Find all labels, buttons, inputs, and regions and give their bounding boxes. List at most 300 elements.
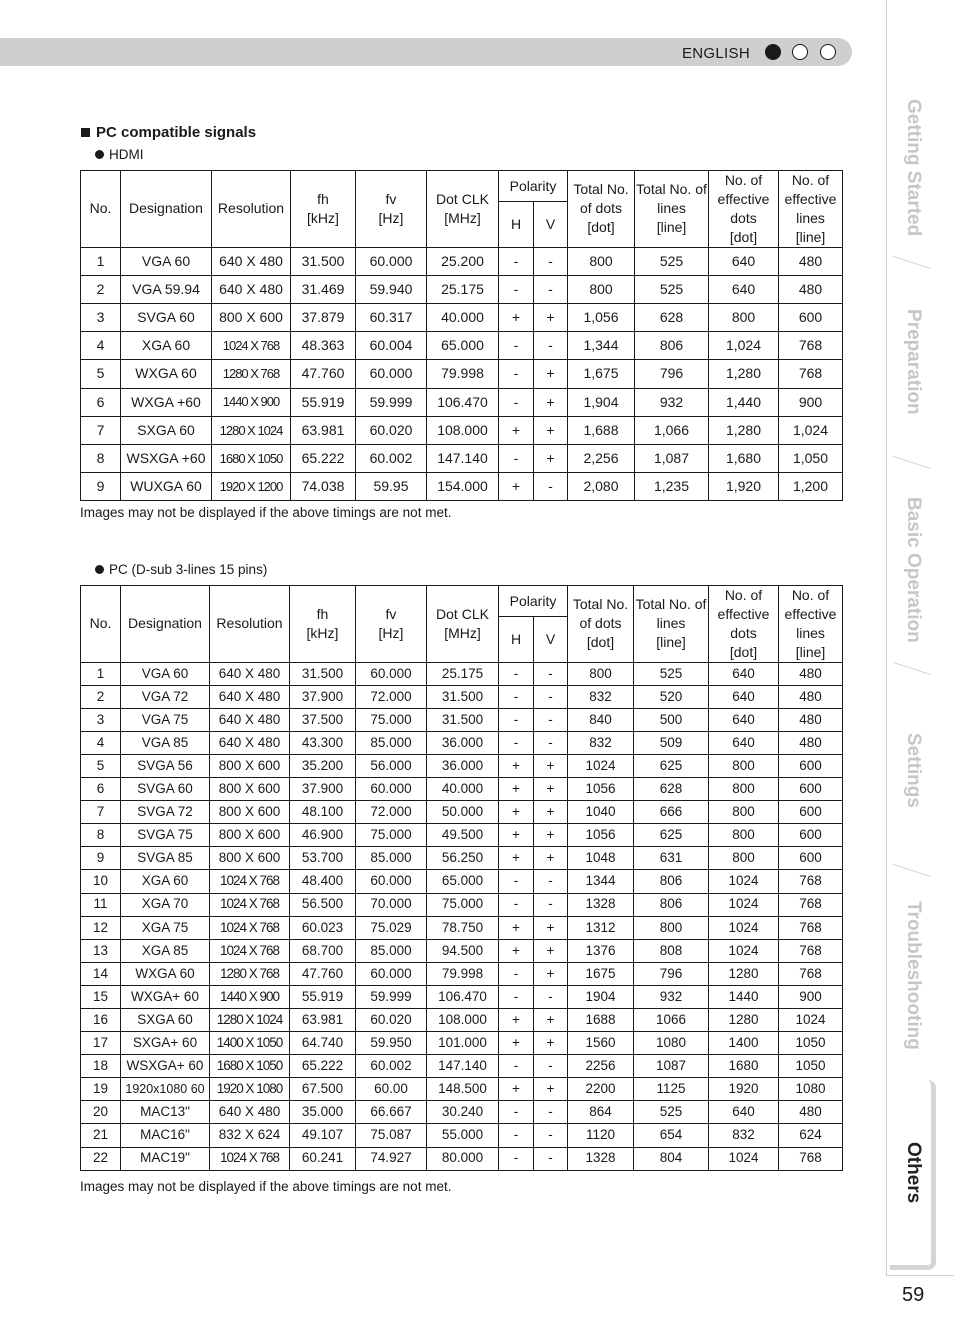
table-cell: 59.95 <box>356 473 427 501</box>
table-cell: 11 <box>81 893 121 916</box>
table-cell: 49.500 <box>427 824 499 847</box>
table-cell: 800 <box>568 662 634 685</box>
table-cell: 900 <box>779 985 843 1008</box>
table-row <box>81 1055 843 1078</box>
table-row <box>81 916 843 939</box>
table-cell: 13 <box>81 939 121 962</box>
table-cell: 1024 <box>709 939 779 962</box>
table-cell: 1,280 <box>709 360 779 388</box>
table-cell: + <box>534 1032 568 1055</box>
table-cell: 1 <box>81 662 121 685</box>
table-cell: 101.000 <box>427 1032 499 1055</box>
table-cell: 74.038 <box>291 473 356 501</box>
table-cell: 59.940 <box>356 275 427 303</box>
table-cell: 75.000 <box>356 824 427 847</box>
table-cell: 1680 X 1050 <box>212 444 291 472</box>
table-cell: 932 <box>634 985 709 1008</box>
table-cell: 800 X 600 <box>210 801 290 824</box>
table-cell: 37.900 <box>290 778 356 801</box>
table-cell: 14 <box>81 962 121 985</box>
table-row <box>81 247 843 275</box>
table-cell: + <box>534 916 568 939</box>
table-cell: 800 <box>568 247 635 275</box>
table-cell: 46.900 <box>290 824 356 847</box>
table-cell: MAC13" <box>121 1101 210 1124</box>
language-indicator-empty-icon <box>820 44 836 60</box>
table-cell: 768 <box>779 360 843 388</box>
table-cell: + <box>534 1008 568 1031</box>
table-cell: 800 X 600 <box>210 847 290 870</box>
table-cell: 1312 <box>568 916 634 939</box>
table-cell: VGA 85 <box>121 731 210 754</box>
table-cell: 30.240 <box>427 1101 499 1124</box>
table-cell: 1,688 <box>568 416 635 444</box>
table-cell: 31.469 <box>291 275 356 303</box>
table-cell: 60.004 <box>356 332 427 360</box>
table-cell: + <box>534 754 568 777</box>
table-cell: 108.000 <box>427 1008 499 1031</box>
table-cell: 1080 <box>779 1078 843 1101</box>
table-cell: SVGA 72 <box>121 801 210 824</box>
table-cell: 2,256 <box>568 444 635 472</box>
table-cell: 1920x1080 60 <box>121 1078 210 1101</box>
col-total-dots: Total No. of dots [dot] <box>568 586 634 663</box>
table-cell: 55.919 <box>290 985 356 1008</box>
table-cell: 628 <box>635 303 709 331</box>
table-cell: 16 <box>81 1008 121 1031</box>
table-cell: 60.002 <box>356 444 427 472</box>
table-cell: 35.000 <box>290 1101 356 1124</box>
dsub-subtitle: PC (D-sub 3-lines 15 pins) <box>95 562 267 577</box>
table-row <box>81 847 843 870</box>
table-cell: 800 <box>634 916 709 939</box>
table-cell: 1,024 <box>779 416 843 444</box>
table-cell: 1024 X 768 <box>210 1147 290 1170</box>
table-cell: XGA 70 <box>121 893 210 916</box>
table-cell: 1056 <box>568 824 634 847</box>
table-cell: 85.000 <box>356 939 427 962</box>
table-cell: 768 <box>779 1147 843 1170</box>
table-cell: XGA 85 <box>121 939 210 962</box>
table-cell: 47.760 <box>290 962 356 985</box>
table-row <box>81 444 843 472</box>
table-cell: 22 <box>81 1147 121 1170</box>
col-resolution: Resolution <box>210 586 290 663</box>
table-cell: SVGA 60 <box>121 778 210 801</box>
col-eff-lines: No. of effective lines [line] <box>779 171 843 248</box>
table-cell: 1440 X 900 <box>210 985 290 1008</box>
table-cell: 108.000 <box>427 416 499 444</box>
table-cell: + <box>534 1078 568 1101</box>
table-cell: 1280 X 768 <box>210 962 290 985</box>
table-row <box>81 685 843 708</box>
table-cell: 480 <box>779 685 843 708</box>
table-row <box>81 1147 843 1170</box>
table-cell: 832 <box>568 731 634 754</box>
table-cell: 525 <box>634 662 709 685</box>
bullet-icon <box>95 150 104 159</box>
col-polarity-h: H <box>499 617 534 662</box>
table-cell: 2,080 <box>568 473 635 501</box>
col-eff-lines: No. of effective lines [line] <box>779 586 843 663</box>
table-cell: - <box>499 685 534 708</box>
table-cell: 19 <box>81 1078 121 1101</box>
table-cell: 31.500 <box>427 685 499 708</box>
table-cell: 74.927 <box>356 1147 427 1170</box>
table-cell: 1024 <box>709 893 779 916</box>
table-cell: 1024 <box>568 754 634 777</box>
table-cell: 480 <box>779 662 843 685</box>
table-cell: 624 <box>779 1124 843 1147</box>
table-cell: MAC16" <box>121 1124 210 1147</box>
col-total-lines: Total No. of lines [line] <box>634 586 709 663</box>
table-cell: + <box>534 303 568 331</box>
table-cell: 1920 X 1200 <box>212 473 291 501</box>
table-cell: - <box>534 473 568 501</box>
table-row <box>81 801 843 824</box>
table-cell: 1024 X 768 <box>210 893 290 916</box>
table-cell: 1328 <box>568 1147 634 1170</box>
table-cell: 1050 <box>779 1055 843 1078</box>
col-eff-dots: No. of effective dots [dot] <box>709 586 779 663</box>
table-cell: 1,056 <box>568 303 635 331</box>
table-cell: WXGA+ 60 <box>121 985 210 1008</box>
table-cell: 64.740 <box>290 1032 356 1055</box>
table-cell: 36.000 <box>427 731 499 754</box>
table-cell: + <box>499 303 534 331</box>
table-cell: - <box>534 985 568 1008</box>
table-cell: 480 <box>779 731 843 754</box>
table-cell: - <box>499 444 534 472</box>
table-cell: 8 <box>81 444 121 472</box>
tab-getting-started[interactable]: Getting Started <box>903 98 924 237</box>
table-cell: 60.020 <box>356 416 427 444</box>
table-cell: 79.998 <box>427 962 499 985</box>
table-cell: 37.500 <box>290 708 356 731</box>
table-cell: 1,440 <box>709 388 779 416</box>
table-cell: - <box>499 731 534 754</box>
table-cell: 640 X 480 <box>212 275 291 303</box>
table-cell: 640 <box>709 685 779 708</box>
table-cell: SVGA 85 <box>121 847 210 870</box>
table-cell: 864 <box>568 1101 634 1124</box>
table-cell: 640 <box>709 731 779 754</box>
table-cell: 800 <box>709 847 779 870</box>
table-cell: 800 <box>709 801 779 824</box>
col-no: No. <box>81 586 121 663</box>
table-cell: 9 <box>81 473 121 501</box>
table-cell: 60.317 <box>356 303 427 331</box>
table-cell: - <box>499 662 534 685</box>
table-cell: - <box>534 708 568 731</box>
table-cell: 1024 X 768 <box>210 916 290 939</box>
language-indicator-filled-icon <box>765 44 781 60</box>
col-polarity-v: V <box>534 617 568 662</box>
tab-troubleshooting[interactable]: Troubleshooting <box>903 901 924 1050</box>
table-row <box>81 870 843 893</box>
table-cell: 1040 <box>568 801 634 824</box>
table-row <box>81 473 843 501</box>
table-cell: 525 <box>635 275 709 303</box>
table-cell: 832 X 624 <box>210 1124 290 1147</box>
table-cell: 800 X 600 <box>210 824 290 847</box>
table-cell: - <box>534 1147 568 1170</box>
table-cell: 2 <box>81 275 121 303</box>
table-cell: 1440 <box>709 985 779 1008</box>
table-cell: + <box>534 801 568 824</box>
table-cell: 5 <box>81 754 121 777</box>
table-cell: - <box>499 962 534 985</box>
table-cell: 1,050 <box>779 444 843 472</box>
table-cell: 640 <box>709 1101 779 1124</box>
table-cell: + <box>534 778 568 801</box>
table-cell: VGA 72 <box>121 685 210 708</box>
table-cell: 65.000 <box>427 870 499 893</box>
table-cell: 631 <box>634 847 709 870</box>
table-row <box>81 1032 843 1055</box>
table-cell: 4 <box>81 731 121 754</box>
table-cell: 832 <box>709 1124 779 1147</box>
table-row <box>81 1008 843 1031</box>
table-cell: 800 <box>709 824 779 847</box>
table-cell: VGA 75 <box>121 708 210 731</box>
table-cell: 60.241 <box>290 1147 356 1170</box>
table-cell: 106.470 <box>427 388 499 416</box>
table-cell: WXGA +60 <box>121 388 212 416</box>
table-cell: - <box>499 1124 534 1147</box>
table-cell: XGA 75 <box>121 916 210 939</box>
table-cell: 59.999 <box>356 388 427 416</box>
table-cell: 6 <box>81 388 121 416</box>
table-cell: 1,235 <box>635 473 709 501</box>
table-cell: 60.000 <box>356 962 427 985</box>
table-cell: 800 <box>709 754 779 777</box>
table-cell: 640 <box>709 275 779 303</box>
table-header <box>81 586 843 663</box>
language-label: ENGLISH <box>682 45 750 62</box>
table-cell: 43.300 <box>290 731 356 754</box>
table-cell: 1024 <box>709 916 779 939</box>
table-cell: 1,200 <box>779 473 843 501</box>
table-cell: 1120 <box>568 1124 634 1147</box>
table-cell: 768 <box>779 332 843 360</box>
table-cell: 806 <box>634 893 709 916</box>
table-cell: SVGA 60 <box>121 303 212 331</box>
table-cell: - <box>499 1147 534 1170</box>
col-dotclk: Dot CLK [MHz] <box>427 586 499 663</box>
table-cell: 768 <box>779 916 843 939</box>
table-cell: 60.023 <box>290 916 356 939</box>
table-cell: 65.222 <box>290 1055 356 1078</box>
table-cell: 800 X 600 <box>210 778 290 801</box>
dsub-signal-table <box>80 585 843 1171</box>
col-no: No. <box>81 171 121 248</box>
table-cell: 600 <box>779 801 843 824</box>
col-designation: Designation <box>121 586 210 663</box>
table-cell: + <box>499 939 534 962</box>
table-cell: 808 <box>634 939 709 962</box>
table-cell: 600 <box>779 754 843 777</box>
table-cell: 25.175 <box>427 662 499 685</box>
table-cell: 1080 <box>634 1032 709 1055</box>
table-cell: VGA 60 <box>121 247 212 275</box>
square-bullet-icon <box>81 128 90 137</box>
tab-basic-operation[interactable]: Basic Operation <box>903 497 924 643</box>
section-title: PC compatible signals <box>81 124 256 141</box>
table-cell: 600 <box>779 778 843 801</box>
table-cell: 59.950 <box>356 1032 427 1055</box>
table-cell: 56.250 <box>427 847 499 870</box>
table-cell: - <box>534 662 568 685</box>
table-cell: 1280 X 1024 <box>212 416 291 444</box>
table-cell: 1,087 <box>635 444 709 472</box>
bullet-icon <box>95 565 104 574</box>
table-cell: WSXGA +60 <box>121 444 212 472</box>
table-cell: 806 <box>635 332 709 360</box>
table-cell: 1376 <box>568 939 634 962</box>
table-cell: 2200 <box>568 1078 634 1101</box>
table-cell: + <box>499 1078 534 1101</box>
table-cell: 49.107 <box>290 1124 356 1147</box>
table-cell: 68.700 <box>290 939 356 962</box>
table-cell: 72.000 <box>356 801 427 824</box>
table-cell: 18 <box>81 1055 121 1078</box>
table-cell: 1024 <box>709 1147 779 1170</box>
col-fh: fh [kHz] <box>290 586 356 663</box>
table-cell: 55.000 <box>427 1124 499 1147</box>
table-cell: 1560 <box>568 1032 634 1055</box>
language-indicator-empty-icon <box>792 44 808 60</box>
table-row <box>81 985 843 1008</box>
table-header <box>81 171 843 248</box>
table-cell: 800 <box>709 778 779 801</box>
table-cell: 1024 <box>779 1008 843 1031</box>
table-cell: + <box>499 473 534 501</box>
table-cell: 66.667 <box>356 1101 427 1124</box>
table-cell: 640 X 480 <box>210 708 290 731</box>
table-cell: + <box>499 1032 534 1055</box>
table-cell: 640 X 480 <box>210 731 290 754</box>
table-cell: 1280 <box>709 962 779 985</box>
table-cell: 1066 <box>634 1008 709 1031</box>
table-cell: 1920 X 1080 <box>210 1078 290 1101</box>
table-cell: 840 <box>568 708 634 731</box>
table-cell: + <box>499 416 534 444</box>
table-cell: 1680 X 1050 <box>210 1055 290 1078</box>
table-cell: 75.000 <box>356 708 427 731</box>
hdmi-note: Images may not be displayed if the above timings are not met. <box>80 505 452 520</box>
tab-others[interactable]: Others <box>903 1141 924 1204</box>
table-cell: WXGA 60 <box>121 962 210 985</box>
table-cell: 600 <box>779 847 843 870</box>
table-row <box>81 360 843 388</box>
col-polarity-h: H <box>499 202 534 247</box>
table-cell: 768 <box>779 939 843 962</box>
table-cell: - <box>534 1055 568 1078</box>
table-cell: 1 <box>81 247 121 275</box>
table-cell: 36.000 <box>427 754 499 777</box>
table-cell: + <box>499 754 534 777</box>
table-cell: 520 <box>634 685 709 708</box>
table-cell: + <box>534 939 568 962</box>
col-total-lines: Total No. of lines [line] <box>635 171 709 248</box>
table-cell: 1400 X 1050 <box>210 1032 290 1055</box>
tab-settings[interactable]: Settings <box>903 732 924 808</box>
table-cell: + <box>534 444 568 472</box>
table-cell: 640 <box>709 247 779 275</box>
table-cell: 640 X 480 <box>210 662 290 685</box>
table-cell: - <box>499 870 534 893</box>
table-row <box>81 303 843 331</box>
table-cell: 800 <box>568 275 635 303</box>
table-cell: WUXGA 60 <box>121 473 212 501</box>
table-cell: 1125 <box>634 1078 709 1101</box>
table-row <box>81 1124 843 1147</box>
col-polarity-v: V <box>534 202 568 247</box>
col-total-dots: Total No. of dots [dot] <box>568 171 635 248</box>
table-cell: + <box>499 778 534 801</box>
table-cell: + <box>499 847 534 870</box>
table-cell: 63.981 <box>290 1008 356 1031</box>
table-cell: + <box>534 360 568 388</box>
table-cell: 94.500 <box>427 939 499 962</box>
hdmi-subtitle: HDMI <box>95 147 144 162</box>
table-cell: 31.500 <box>290 662 356 685</box>
table-cell: 59.999 <box>356 985 427 1008</box>
table-cell: 31.500 <box>291 247 356 275</box>
table-cell: 3 <box>81 708 121 731</box>
table-cell: 25.175 <box>427 275 499 303</box>
table-cell: 50.000 <box>427 801 499 824</box>
table-cell: 48.100 <box>290 801 356 824</box>
table-cell: XGA 60 <box>121 870 210 893</box>
table-cell: - <box>499 985 534 1008</box>
table-cell: 65.222 <box>291 444 356 472</box>
table-cell: 60.000 <box>356 360 427 388</box>
table-cell: 800 X 600 <box>210 754 290 777</box>
table-cell: + <box>534 388 568 416</box>
table-body <box>81 247 843 501</box>
table-cell: 1024 X 768 <box>210 870 290 893</box>
table-cell: + <box>534 962 568 985</box>
table-cell: 56.000 <box>356 754 427 777</box>
table-cell: 1440 X 900 <box>212 388 291 416</box>
tab-preparation[interactable]: Preparation <box>903 309 924 415</box>
table-cell: 4 <box>81 332 121 360</box>
hdmi-signal-table <box>80 170 843 501</box>
table-cell: VGA 60 <box>121 662 210 685</box>
table-cell: 480 <box>779 275 843 303</box>
table-cell: + <box>534 824 568 847</box>
table-cell: 1920 <box>709 1078 779 1101</box>
table-cell: - <box>499 388 534 416</box>
table-cell: 900 <box>779 388 843 416</box>
table-cell: 9 <box>81 847 121 870</box>
table-cell: 65.000 <box>427 332 499 360</box>
table-cell: 147.140 <box>427 444 499 472</box>
table-cell: - <box>534 1124 568 1147</box>
table-cell: 640 X 480 <box>210 685 290 708</box>
table-cell: 525 <box>635 247 709 275</box>
table-cell: 768 <box>779 893 843 916</box>
table-cell: - <box>499 332 534 360</box>
table-cell: - <box>534 893 568 916</box>
table-cell: 796 <box>634 962 709 985</box>
table-cell: 1,680 <box>709 444 779 472</box>
table-cell: 40.000 <box>427 303 499 331</box>
table-cell: 1688 <box>568 1008 634 1031</box>
table-row <box>81 754 843 777</box>
